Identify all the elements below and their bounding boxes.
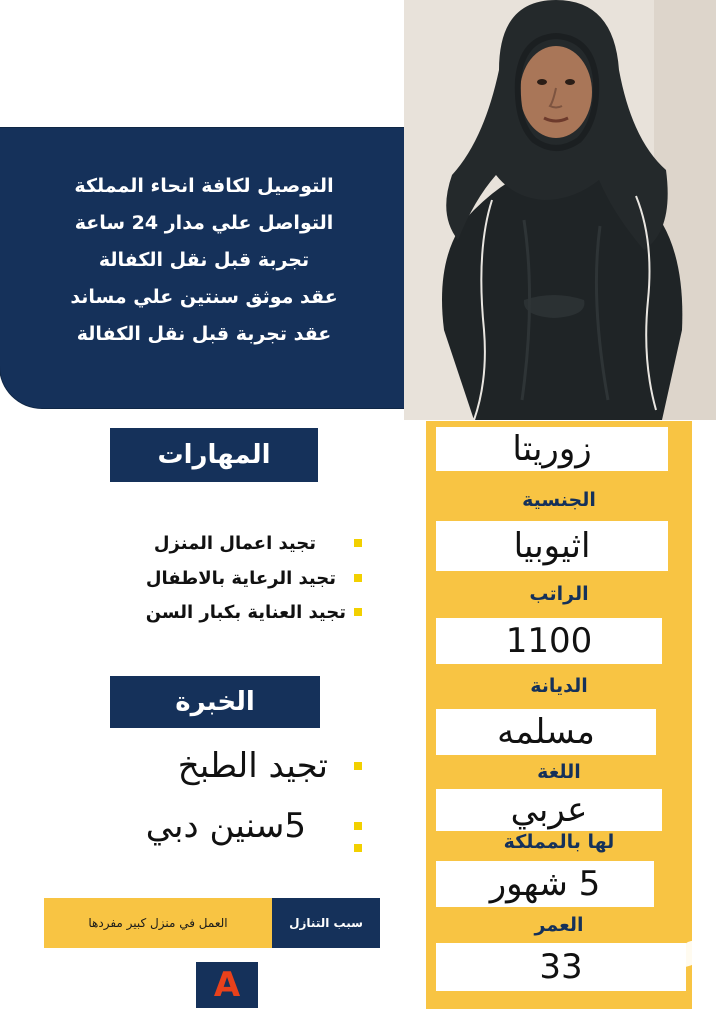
skill-text: تجيد الرعاية بالاطفال [145, 567, 336, 589]
service-line: عقد موثق سنتين علي مساند [70, 286, 338, 308]
release-reason-bar [44, 898, 380, 948]
yellow-square-bullet-icon [354, 608, 362, 616]
religion-value: مسلمه [436, 709, 656, 755]
service-line: عقد تجربة قبل نقل الكفالة [76, 323, 332, 345]
experience-text: 5سنين دبي [145, 806, 306, 846]
name-value: زوريتا [436, 427, 668, 471]
experience-item [60, 744, 362, 788]
release-reason-label: سبب التنازل [272, 898, 380, 948]
skill-item [80, 530, 362, 556]
yellow-square-bullet-icon [354, 539, 362, 547]
age-value: 33 [436, 943, 686, 991]
skill-text: تجيد اعمال المنزل [153, 532, 316, 554]
religion-label: الديانة [530, 675, 588, 697]
watermark-stroke [580, 928, 710, 980]
skill-item [80, 565, 362, 591]
language-value: عربي [436, 789, 662, 831]
skill-text: تجيد العناية بكبار السن [145, 601, 346, 623]
candidate-photo [404, 0, 716, 420]
nationality-label: الجنسية [522, 489, 596, 511]
release-reason-value: العمل في منزل كبير مفردها [44, 898, 272, 948]
language-label: اللغة [537, 761, 581, 783]
yellow-square-bullet-icon [354, 762, 362, 770]
grade-badge: A [196, 962, 258, 1008]
experience-header: الخبرة [110, 676, 320, 728]
yellow-square-bullet-icon [354, 822, 362, 830]
nationality-value: اثيوبيا [436, 521, 668, 571]
salary-label: الراتب [529, 583, 589, 605]
profile-panel [426, 421, 692, 1009]
time-in-kingdom-value: 5 شهور [436, 861, 654, 907]
age-label: العمر [534, 914, 584, 936]
skill-item [80, 599, 362, 625]
candidate-portrait-illustration [404, 0, 716, 420]
experience-item [60, 838, 362, 858]
yellow-square-bullet-icon [354, 844, 362, 852]
skills-header: المهارات [110, 428, 318, 482]
service-line: تجربة قبل نقل الكفالة [98, 249, 310, 271]
service-line: التوصيل لكافة انحاء المملكة [74, 175, 334, 197]
time-in-kingdom-label: لها بالمملكة [503, 831, 615, 853]
experience-text: تجيد الطبخ [177, 746, 328, 786]
services-list [0, 168, 408, 358]
service-line: التواصل علي مدار 24 ساعة [74, 212, 334, 234]
salary-value: 1100 [436, 618, 662, 664]
yellow-square-bullet-icon [354, 574, 362, 582]
